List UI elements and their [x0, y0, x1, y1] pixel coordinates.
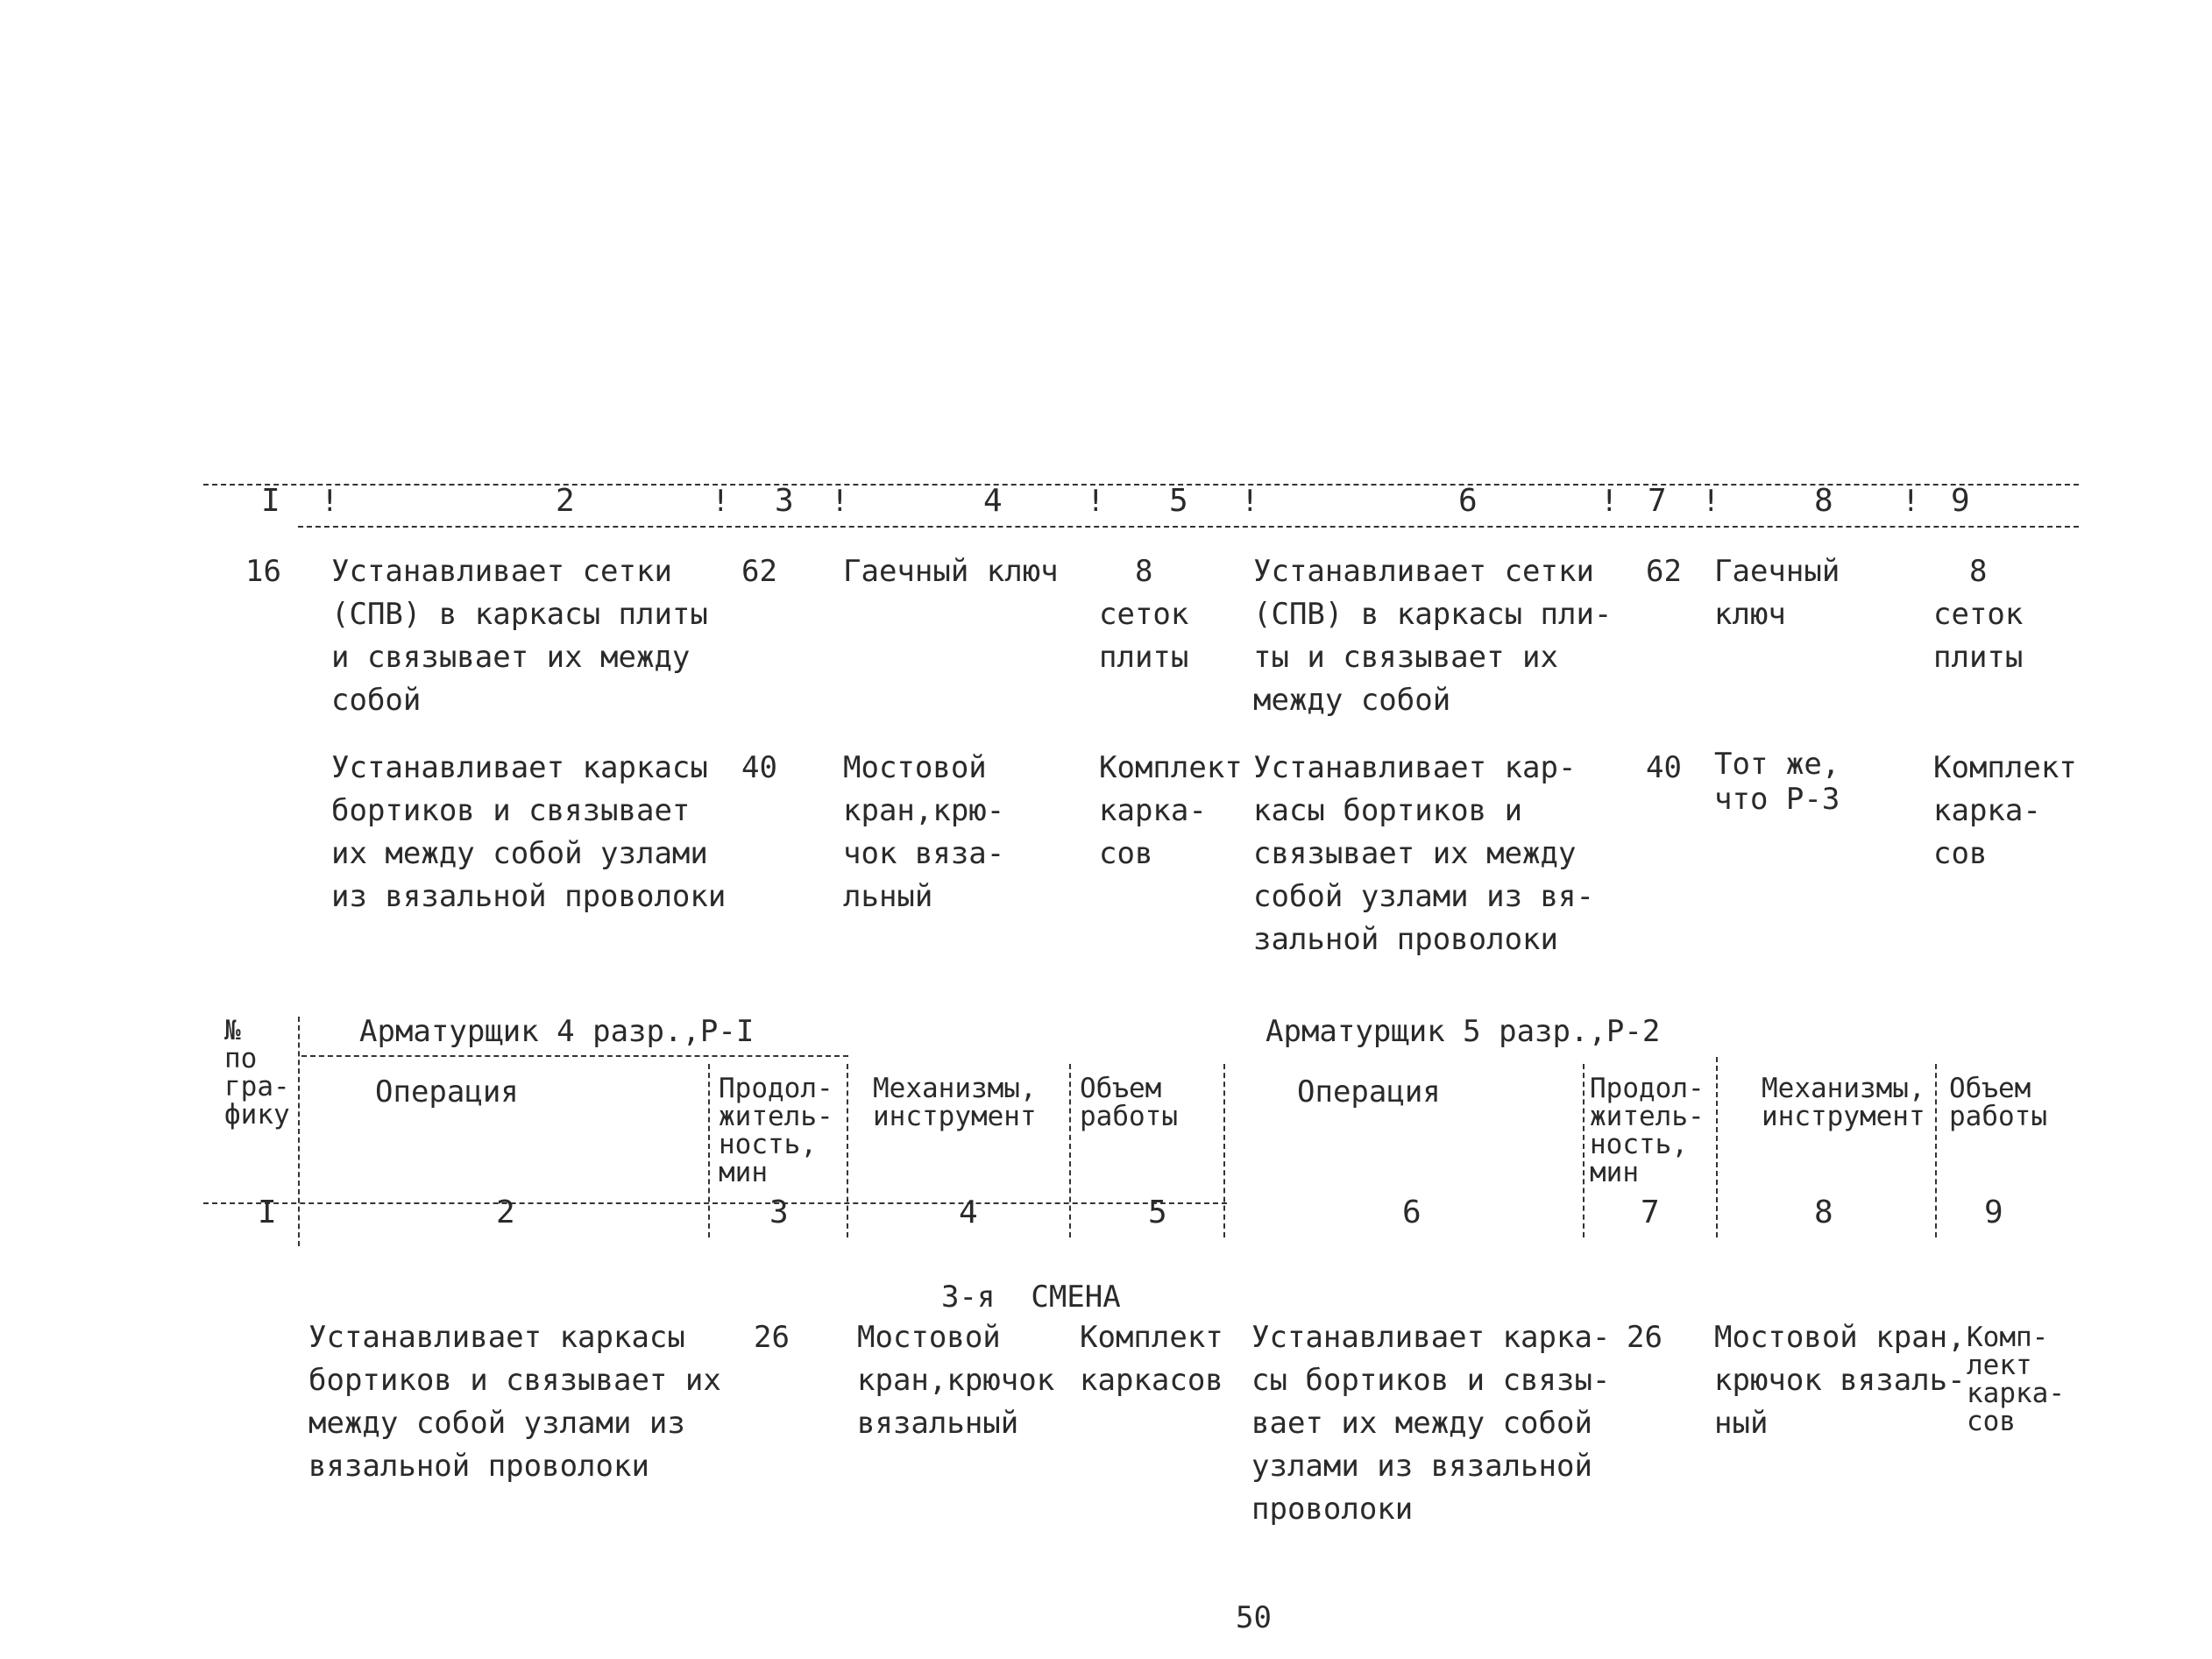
duration-cell: 26 [754, 1320, 790, 1355]
duration-header: Продол- житель- ность, мин [719, 1073, 833, 1188]
top-header-col-6: 6 [1458, 483, 1478, 519]
top-header-col-5: 5 [1169, 483, 1188, 519]
top-header-rule-top [203, 484, 2079, 486]
volume-cell: Комп- лект карка- сов [1967, 1322, 2065, 1437]
duration-cell: 62 [741, 554, 777, 589]
tool-header: Механизмы, инструмент [1762, 1073, 1925, 1132]
header-divider [708, 1064, 710, 1237]
header-divider [847, 1064, 848, 1237]
column-number: 8 [1814, 1195, 1833, 1230]
worker-1-rule [301, 1055, 848, 1057]
operation-header: Операция [375, 1074, 519, 1110]
top-header-col-3: 3 [775, 483, 794, 519]
tool-cell: Тот же, что Р-3 [1714, 747, 1840, 817]
operation-cell: Устанавливает каркасы бортиков и связывает их между собой узлами из вязальной проволоки [331, 750, 727, 914]
operation-cell: Устанавливает кар- касы бортиков и связывает их между собой узлами из вя- зальной проволоки [1253, 750, 1594, 957]
header-divider [298, 1017, 300, 1246]
shift-title: 3-я СМЕНА [941, 1280, 1121, 1315]
top-header-sep: ! [831, 484, 849, 519]
header-divider [1935, 1064, 1937, 1237]
duration-header: Продол- житель- ность, мин [1590, 1073, 1705, 1188]
column-number: 6 [1402, 1195, 1421, 1230]
operation-cell: Устанавливает сетки (СПВ) в каркасы плиты и связывает их между собой [331, 554, 708, 718]
volume-cell: 8 сеток плиты [1933, 554, 2024, 675]
top-header-col-4: 4 [983, 483, 1003, 519]
top-header-sep: ! [1087, 484, 1105, 519]
tool-header: Механизмы, инструмент [873, 1073, 1037, 1132]
top-header-sep: ! [1241, 484, 1259, 519]
top-header-sep: ! [1902, 484, 1920, 519]
row-number: 16 [245, 554, 281, 589]
duration-cell: 62 [1646, 554, 1682, 589]
duration-cell: 40 [741, 750, 777, 785]
top-header-sep: ! [1702, 484, 1720, 519]
volume-header: Объем работы [1949, 1073, 2047, 1132]
number-by-schedule-label: № по гра- фику [224, 1015, 290, 1131]
top-header-sep: ! [712, 484, 730, 519]
tool-cell: Мостовой кран,крю- чок вяза- льный [843, 750, 1005, 914]
worker-1-title: Арматурщик 4 разр.,Р-I [359, 1014, 755, 1049]
top-header-sep: ! [1600, 484, 1619, 519]
header-divider [1069, 1064, 1071, 1237]
top-header-sep: ! [321, 484, 339, 519]
volume-header: Объем работы [1080, 1073, 1178, 1132]
tool-cell: Мостовой кран, крючок вязаль- ный [1714, 1320, 1966, 1441]
duration-cell: 40 [1646, 750, 1682, 785]
header-divider [1716, 1057, 1718, 1237]
column-number: I [258, 1195, 277, 1230]
header-divider [1223, 1064, 1225, 1237]
top-header-col-1: I [261, 483, 280, 519]
column-number: 5 [1148, 1195, 1167, 1230]
operation-cell: Устанавливает сетки (СПВ) в каркасы пли- ты и связывает их между собой [1253, 554, 1613, 718]
tool-cell: Гаечный ключ [843, 554, 1059, 589]
operation-cell: Устанавливает каркасы бортиков и связывает их между собой узлами из вязальной проволоки [308, 1320, 721, 1484]
top-header-col-2: 2 [556, 483, 575, 519]
top-header-col-9: 9 [1951, 483, 1970, 519]
column-number: 3 [769, 1195, 789, 1230]
duration-cell: 26 [1627, 1320, 1663, 1355]
tool-cell: Гаечный ключ [1714, 554, 1840, 632]
volume-cell: 8 сеток плиты [1099, 554, 1189, 675]
operation-cell: Устанавливает карка- сы бортиков и связы- вает их между собой узлами из вязальной проволоки [1251, 1320, 1611, 1527]
column-number: 9 [1984, 1195, 2003, 1230]
tool-cell: Мостовой кран,крючок вязальный [857, 1320, 1055, 1441]
header-divider [1583, 1064, 1585, 1237]
volume-cell: Комплект каркасов [1080, 1320, 1223, 1398]
operation-header: Операция [1297, 1074, 1441, 1110]
volume-cell: Комплект карка- сов [1933, 750, 2077, 871]
column-number: 4 [959, 1195, 978, 1230]
top-header-col-8: 8 [1814, 483, 1833, 519]
column-number: 7 [1641, 1195, 1660, 1230]
header-number-rule [203, 1202, 1227, 1204]
column-number: 2 [496, 1195, 515, 1230]
worker-2-title: Арматурщик 5 разр.,Р-2 [1266, 1014, 1661, 1049]
page-number: 50 [1236, 1600, 1272, 1635]
top-header-col-7: 7 [1648, 483, 1667, 519]
volume-cell: Комплект карка- сов [1099, 750, 1243, 871]
top-header-rule-bottom [298, 526, 2079, 528]
